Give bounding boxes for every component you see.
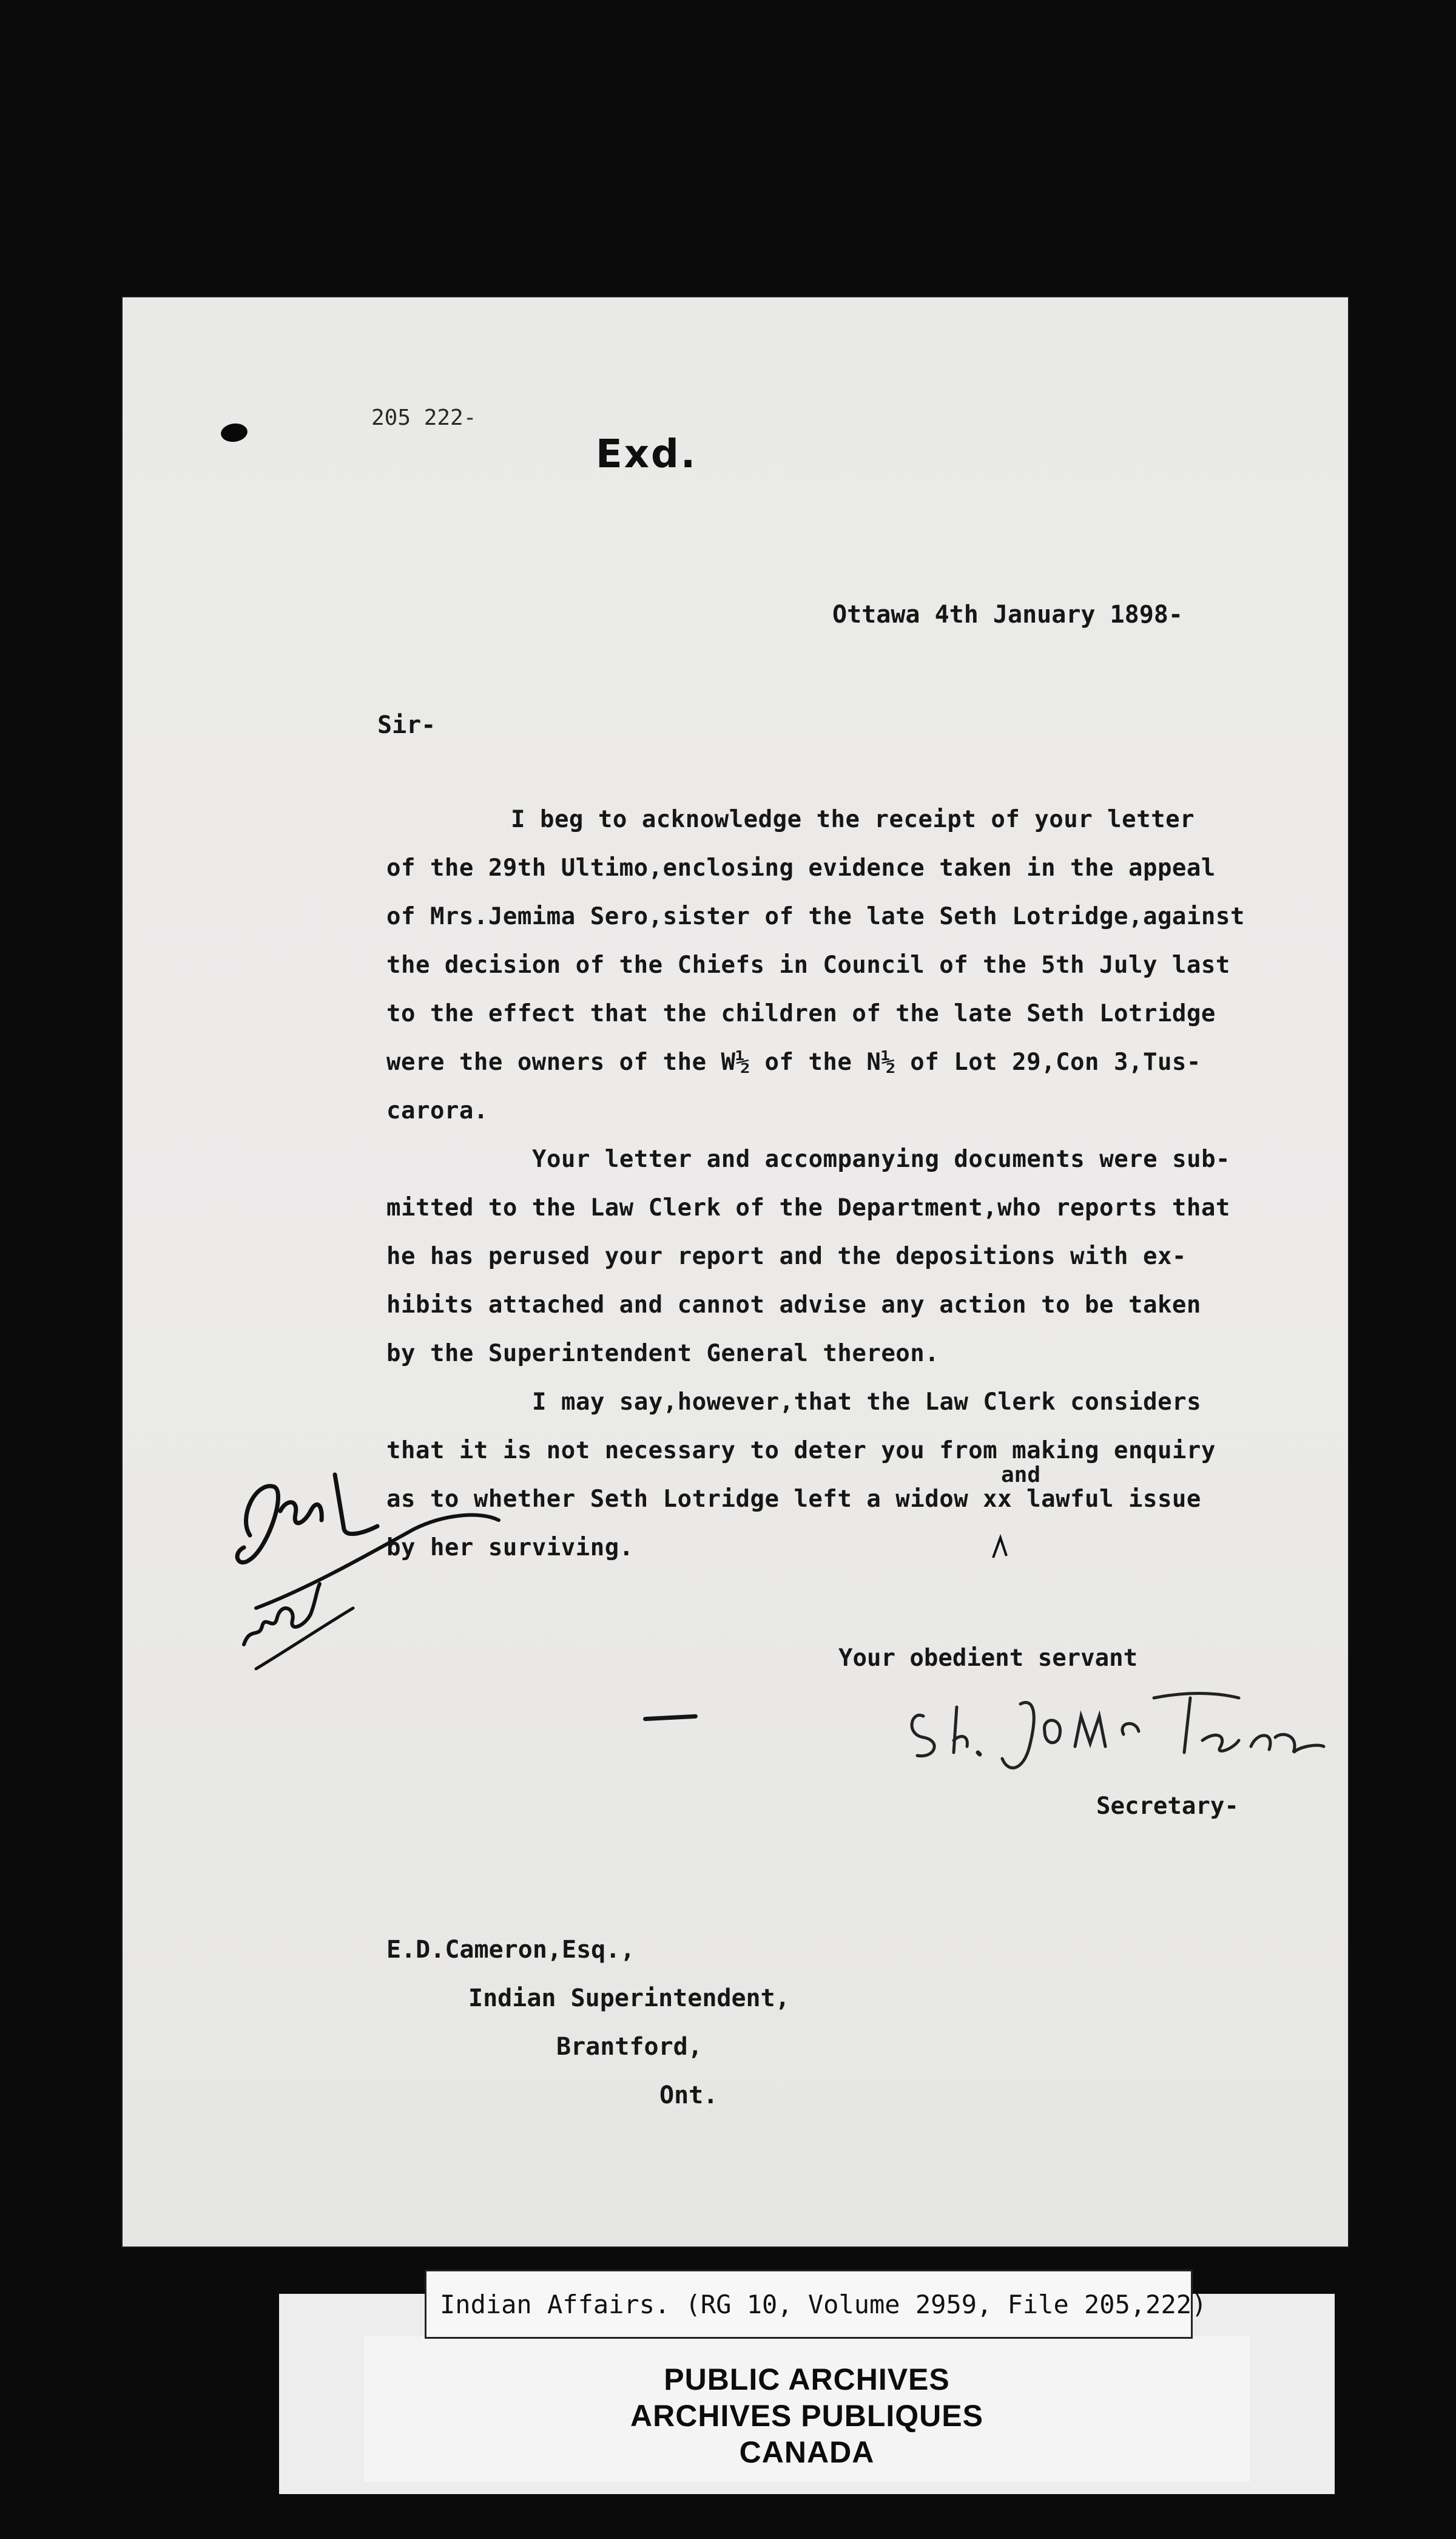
archive-line-3: CANADA <box>739 2435 875 2469</box>
body-line: I beg to acknowledge the receipt of your letter <box>511 806 1195 833</box>
body-line: as to whether Seth Lotridge left a widow xx lawful issue <box>386 1486 1201 1513</box>
signature-handwriting <box>899 1674 1336 1795</box>
body-line: he has perused your report and the depositions with ex- <box>386 1243 1187 1270</box>
body-line: I may say,however,that the Law Clerk considers <box>532 1388 1202 1416</box>
body-line: mitted to the Law Clerk of the Department,who reports that <box>386 1194 1230 1222</box>
recipient-province: Ont. <box>659 2081 718 2109</box>
exd-stamp: Exd. <box>596 432 698 477</box>
letter-date: Ottawa 4th January 1898- <box>832 601 1183 629</box>
closing-line: Your obedient servant <box>838 1645 1138 1672</box>
salutation: Sir- <box>377 711 436 739</box>
body-line: were the owners of the W½ of the N½ of Lot 29,Con 3,Tus- <box>386 1049 1201 1076</box>
archive-reference: Indian Affairs. (RG 10, Volume 2959, File 205,222) <box>440 2290 1207 2319</box>
recipient-title: Indian Superintendent, <box>468 1984 790 2012</box>
recipient-name: E.D.Cameron,Esq., <box>386 1936 635 1964</box>
body-line: to the effect that the children of the late Seth Lotridge <box>386 1000 1216 1027</box>
body-line: carora. <box>386 1097 488 1124</box>
archive-line-1: PUBLIC ARCHIVES <box>664 2362 950 2396</box>
body-line: hibits attached and cannot advise any action to be taken <box>386 1291 1201 1319</box>
letter-page <box>123 297 1348 2247</box>
insertion-caret-icon <box>987 1530 1017 1561</box>
signatory-title: Secretary- <box>1096 1793 1239 1820</box>
body-line: by the Superintendent General thereon. <box>386 1340 940 1367</box>
body-line: of Mrs.Jemima Sero,sister of the late Seth Lotridge,against <box>386 903 1245 930</box>
archive-stamp <box>364 2336 1250 2482</box>
margin-initials-handwriting <box>214 1408 529 1699</box>
body-line: the decision of the Chiefs in Council of the 5th July last <box>386 952 1230 979</box>
ink-blot-mark <box>220 422 249 444</box>
inserted-word: and <box>1001 1462 1041 1487</box>
pen-dash-mark <box>643 1714 698 1722</box>
body-line: by her surviving. <box>386 1534 634 1561</box>
archive-line-2: ARCHIVES PUBLIQUES <box>630 2399 983 2433</box>
file-number: 205 222- <box>371 405 477 430</box>
recipient-city: Brantford, <box>556 2033 703 2061</box>
archive-reference-label <box>425 2270 1207 2339</box>
body-line: of the 29th Ultimo,enclosing evidence taken in the appeal <box>386 854 1216 882</box>
body-line: that it is not necessary to deter you from making enquiry <box>386 1437 1216 1464</box>
body-line: Your letter and accompanying documents were sub- <box>532 1146 1231 1173</box>
